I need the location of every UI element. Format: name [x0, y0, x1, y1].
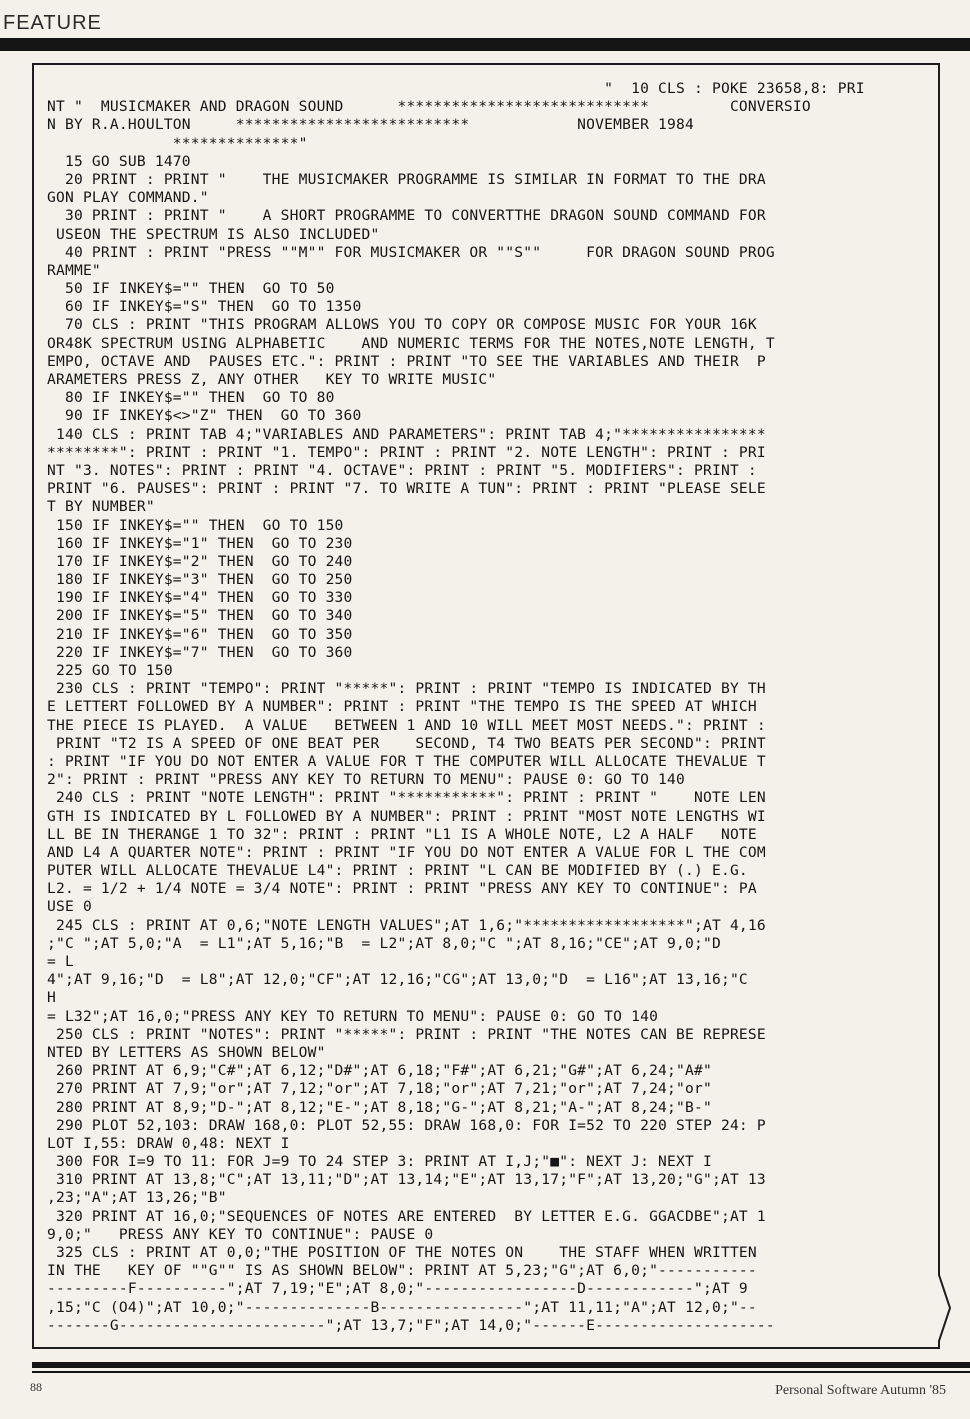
listing-line: 40 PRINT : PRINT "PRESS ""M"" FOR MUSICMAKER OR ""S"" FOR DRAGON SOUND PROG: [47, 243, 775, 261]
listing-line: 170 IF INKEY$="2" THEN GO TO 240: [47, 552, 353, 570]
listing-line: 20 PRINT : PRINT " THE MUSICMAKER PROGRAMME IS SIMILAR IN FORMAT TO THE DRA: [47, 170, 766, 188]
listing-line: ********": PRINT : PRINT "1. TEMPO": PRINT : PRINT "2. NOTE LENGTH": PRINT : PRI: [47, 443, 766, 461]
listing-line: 290 PLOT 52,103: DRAW 168,0: PLOT 52,55: DRAW 168,0: FOR I=52 TO 220 STEP 24: P: [47, 1116, 766, 1134]
listing-line: 310 PRINT AT 13,8;"C";AT 13,11;"D";AT 13,14;"E";AT 13,17;"F";AT 13,20;"G";AT 13: [47, 1171, 766, 1189]
listing-line: 160 IF INKEY$="1" THEN GO TO 230: [47, 534, 353, 552]
listing-line: THE PIECE IS PLAYED. A VALUE BETWEEN 1 AND 10 WILL MEET MOST NEEDS.": PRINT :: [47, 716, 766, 734]
listing-line: 220 IF INKEY$="7" THEN GO TO 360: [47, 643, 353, 661]
listing-line: 60 IF INKEY$="S" THEN GO TO 1350: [47, 298, 362, 316]
listing-line: T BY NUMBER": [47, 498, 155, 516]
listing-line: 70 CLS : PRINT "THIS PROGRAM ALLOWS YOU TO COPY OR COMPOSE MUSIC FOR YOUR 16K: [47, 316, 757, 334]
listing-line: 190 IF INKEY$="4" THEN GO TO 330: [47, 589, 353, 607]
continuation-arrow: [938, 1272, 952, 1344]
listing-line: " 10 CLS : POKE 23658,8: PRI: [47, 80, 865, 97]
section-label: FEATURE: [3, 12, 102, 34]
listing-line: : PRINT "IF YOU DO NOT ENTER A VALUE FOR T THE COMPUTER WILL ALLOCATE THEVALUE T: [47, 752, 766, 770]
listing-line: -------G-----------------------";AT 13,7;"F";AT 14,0;"------E--------------------: [47, 1316, 775, 1334]
listing-line: 140 CLS : PRINT TAB 4;"VARIABLES AND PARAMETERS": PRINT TAB 4;"****************: [47, 425, 766, 443]
listing-line: USE 0: [47, 898, 92, 916]
listing-line: PRINT "T2 IS A SPEED OF ONE BEAT PER SECOND, T4 TWO BEATS PER SECOND": PRINT: [47, 734, 766, 752]
listing-line: = L32";AT 16,0;"PRESS ANY KEY TO RETURN TO MENU": PAUSE 0: GO TO 140: [47, 1007, 659, 1025]
listing-line: E LETTERT FOLLOWED BY A NUMBER": PRINT : PRINT "THE TEMPO IS THE SPEED AT WHICH: [47, 698, 757, 716]
listing-line: 260 PRINT AT 6,9;"C#";AT 6,12;"D#";AT 6,18;"F#";AT 6,21;"G#";AT 6,24;"A#": [47, 1062, 712, 1080]
publication-footer: Personal Software Autumn '85: [775, 1383, 946, 1398]
listing-line: **************": [47, 134, 308, 152]
listing-line: IN THE KEY OF ""G"" IS AS SHOWN BELOW": PRINT AT 5,23;"G";AT 6,0;"-----------: [47, 1262, 757, 1280]
listing-line: NTED BY LETTERS AS SHOWN BELOW": [47, 1043, 326, 1061]
listing-line: 325 CLS : PRINT AT 0,0;"THE POSITION OF THE NOTES ON THE STAFF WHEN WRITTEN: [47, 1244, 757, 1261]
listing-line: = L: [47, 953, 74, 970]
listing-line: 225 GO TO 150: [47, 662, 173, 679]
listing-line: 210 IF INKEY$="6" THEN GO TO 350: [47, 625, 353, 643]
top-rule: [0, 38, 970, 51]
program-listing: [47, 80, 935, 1335]
listing-line: ,15;"C (O4)";AT 10,0;"--------------B----------------";AT 11,11;"A";AT 12,0;"--: [47, 1298, 757, 1316]
listing-line: 150 IF INKEY$="" THEN GO TO 150: [47, 516, 344, 534]
listing-line: 4";AT 9,16;"D = L8";AT 12,0;"CF";AT 12,16;"CG";AT 13,0;"D = L16";AT 13,16;"C: [47, 971, 748, 989]
listing-line: PUTER WILL ALLOCATE THEVALUE L4": PRINT : PRINT "L CAN BE MODIFIED BY (.) E.G.: [47, 862, 748, 880]
listing-line: 80 IF INKEY$="" THEN GO TO 80: [47, 389, 335, 407]
listing-line: 250 CLS : PRINT "NOTES": PRINT "*****": PRINT : PRINT "THE NOTES CAN BE REPRESE: [47, 1025, 766, 1043]
listing-line: 240 CLS : PRINT "NOTE LENGTH": PRINT "***********": PRINT : PRINT " NOTE LEN: [47, 789, 766, 807]
listing-line: 180 IF INKEY$="3" THEN GO TO 250: [47, 571, 353, 589]
listing-line: 320 PRINT AT 16,0;"SEQUENCES OF NOTES ARE ENTERED BY LETTER E.G. GGACDBE";AT 1: [47, 1207, 766, 1225]
listing-line: 2": PRINT : PRINT "PRESS ANY KEY TO RETURN TO MENU": PAUSE 0: GO TO 140: [47, 771, 686, 789]
listing-line: ,23;"A";AT 13,26;"B": [47, 1189, 227, 1207]
listing-line: LOT I,55: DRAW 0,48: NEXT I: [47, 1134, 290, 1152]
listing-line: 245 CLS : PRINT AT 0,6;"NOTE LENGTH VALUES";AT 1,6;"******************";AT 4,16: [47, 916, 766, 934]
listing-line: GON PLAY COMMAND.": [47, 189, 209, 207]
listing-line: 9,0;" PRESS ANY KEY TO CONTINUE": PAUSE 0: [47, 1225, 434, 1243]
listing-line: 300 FOR I=9 TO 11: FOR J=9 TO 24 STEP 3: PRINT AT I,J;"■": NEXT J: NEXT I: [47, 1153, 712, 1171]
listing-line: 280 PRINT AT 8,9;"D-";AT 8,12;"E-";AT 8,18;"G-";AT 8,21;"A-";AT 8,24;"B-": [47, 1098, 712, 1116]
listing-line: GTH IS INDICATED BY L FOLLOWED BY A NUMBER": PRINT : PRINT "MOST NOTE LENGTHS WI: [47, 807, 766, 825]
listing-line: 230 CLS : PRINT "TEMPO": PRINT "*****": PRINT : PRINT "TEMPO IS INDICATED BY TH: [47, 680, 766, 698]
listing-line: ARAMETERS PRESS Z, ANY OTHER KEY TO WRITE MUSIC": [47, 371, 497, 388]
page-number: 88: [30, 1380, 42, 1394]
bottom-rule-thin: [32, 1371, 970, 1373]
listing-line: NT " MUSICMAKER AND DRAGON SOUND **************************** CONVERSIO: [47, 98, 811, 116]
listing-line: H: [47, 989, 56, 1007]
listing-line: OR48K SPECTRUM USING ALPHABETIC AND NUMERIC TERMS FOR THE NOTES,NOTE LENGTH, T: [47, 334, 775, 352]
listing-line: LL BE IN THERANGE 1 TO 32": PRINT : PRINT "L1 IS A WHOLE NOTE, L2 A HALF NOTE: [47, 825, 757, 843]
listing-line: PRINT "6. PAUSES": PRINT : PRINT "7. TO WRITE A TUN": PRINT : PRINT "PLEASE SELE: [47, 480, 766, 498]
listing-line: 90 IF INKEY$<>"Z" THEN GO TO 360: [47, 407, 362, 425]
listing-line: ---------F----------";AT 7,19;"E";AT 8,0;"-----------------D------------";AT 9: [47, 1280, 748, 1298]
listing-line: 15 GO SUB 1470: [47, 152, 191, 170]
listing-line: NT "3. NOTES": PRINT : PRINT "4. OCTAVE": PRINT : PRINT "5. MODIFIERS": PRINT :: [47, 461, 757, 479]
listing-line: RAMME": [47, 261, 101, 279]
listing-line: 270 PRINT AT 7,9;"or";AT 7,12;"or";AT 7,18;"or";AT 7,21;"or";AT 7,24;"or": [47, 1080, 712, 1098]
listing-line: 200 IF INKEY$="5" THEN GO TO 340: [47, 607, 353, 625]
listing-line: 50 IF INKEY$="" THEN GO TO 50: [47, 280, 335, 298]
listing-line: USEON THE SPECTRUM IS ALSO INCLUDED": [47, 225, 380, 243]
listing-line: 30 PRINT : PRINT " A SHORT PROGRAMME TO CONVERTTHE DRAGON SOUND COMMAND FOR: [47, 207, 766, 225]
listing-line: N BY R.A.HOULTON ************************** NOVEMBER 1984: [47, 116, 695, 134]
listing-line: L2. = 1/2 + 1/4 NOTE = 3/4 NOTE": PRINT : PRINT "PRESS ANY KEY TO CONTINUE": PA: [47, 880, 757, 898]
bottom-rule: [32, 1362, 970, 1368]
listing-line: AND L4 A QUARTER NOTE": PRINT : PRINT "IF YOU DO NOT ENTER A VALUE FOR L THE COM: [47, 843, 766, 861]
listing-line: ;"C ";AT 5,0;"A = L1";AT 5,16;"B = L2";AT 8,0;"C ";AT 8,16;"CE";AT 9,0;"D: [47, 934, 721, 952]
listing-line: EMPO, OCTAVE AND PAUSES ETC.": PRINT : PRINT "TO SEE THE VARIABLES AND THEIR P: [47, 352, 766, 370]
